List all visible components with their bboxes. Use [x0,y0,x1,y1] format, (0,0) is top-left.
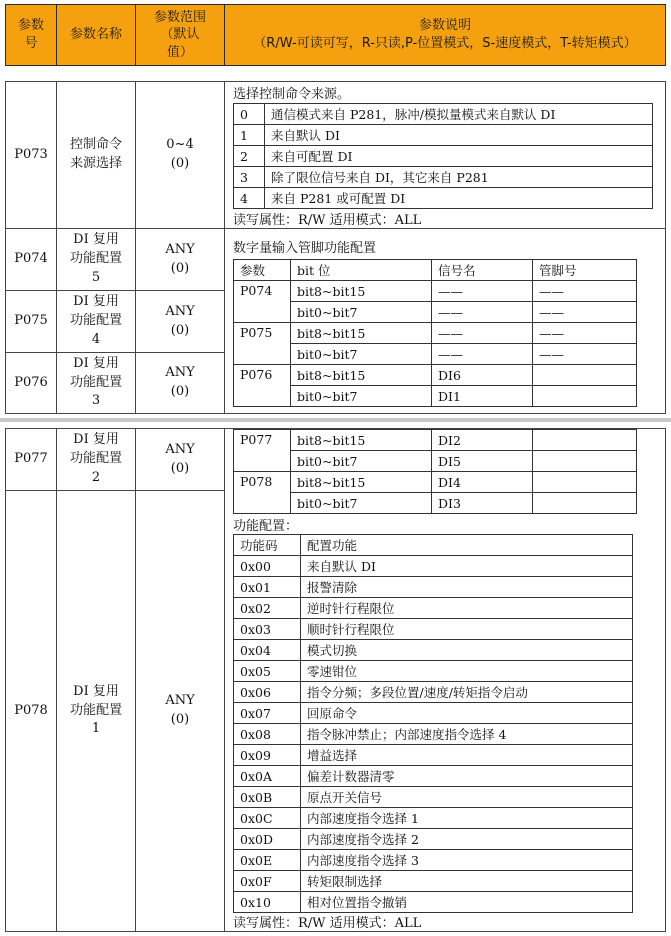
p078-id: P078 [5,490,57,932]
table-row: bit0~bit7 DI3 [234,493,637,514]
header-param-name: 参数名称 [56,4,136,66]
table-row: 0x03 顺时针行程限位 [234,619,633,640]
p074-id: P074 [5,228,57,291]
table-row: 0x0E 内部速度指令选择 3 [234,850,633,871]
table-row: 0x05 零速钳位 [234,661,633,682]
p073-id: P073 [5,81,57,229]
table-row: 3 除了限位信号来自 DI，其它来自 P281 [234,167,653,188]
table-row: 0x0B 原点开关信号 [234,787,633,808]
p076-range: ANY (0) [135,352,225,414]
table-row: 0x08 指令脉冲禁止；内部速度指令选择 4 [234,724,633,745]
pin-config-table-continued [233,429,637,514]
table-row: 0x02 逆时针行程限位 [234,598,633,619]
table-row: 0x0C 内部速度指令选择 1 [234,808,633,829]
func-config-intro: 功能配置： [233,519,299,534]
table-row: 0x10 相对位置指令撤销 [234,892,633,913]
table-row: P076 bit8~bit15 DI6 [234,365,637,386]
p073-footer: 读写属性：R/W 适用模式：ALL [233,213,422,228]
table-row: 1 来自默认 DI [234,125,653,146]
pin-config-description [224,228,666,414]
p073-range: 0~4 (0) [135,81,225,229]
p075-name: DI 复用 功能配置 4 [56,290,136,353]
p073-description [224,81,666,229]
table-row: 0x09 增益选择 [234,745,633,766]
p076-id: P076 [5,352,57,414]
pin-config-intro: 数字量输入管脚功能配置 [233,241,377,256]
table-row: P075 bit8~bit15 —— —— [234,323,637,344]
table-row: P078 bit8~bit15 DI4 [234,472,637,493]
p077-id: P077 [5,428,57,491]
table-row: 0x0F 转矩限制选择 [234,871,633,892]
p077-range: ANY (0) [135,428,225,491]
table-row: bit0~bit7 —— —— [234,302,637,323]
table-row: 0x04 模式切换 [234,640,633,661]
header-param-range: 参数范围 （默认 值） [135,4,225,66]
p074-range: ANY (0) [135,228,225,291]
p075-range: ANY (0) [135,290,225,353]
table-row: 0x0D 内部速度指令选择 2 [234,829,633,850]
p073-intro: 选择控制命令来源。 [233,87,351,102]
p076-name: DI 复用 功能配置 3 [56,352,136,414]
p073-name: 控制命令 来源选择 [56,81,136,229]
header-param-no: 参数 号 [5,4,57,66]
table-row: 0x00 来自默认 DI [234,556,633,577]
table-row: 4 来自 P281 或可配置 DI [234,188,653,209]
p074-name: DI 复用 功能配置 5 [56,228,136,291]
p073-options-table [233,103,653,209]
table-row: 0x07 回原命令 [234,703,633,724]
table-row: 0x0A 偏差计数器清零 [234,766,633,787]
table-row: bit0~bit7 —— —— [234,344,637,365]
p077-name: DI 复用 功能配置 2 [56,428,136,491]
pin-config-table [233,259,637,407]
func-config-description [224,428,666,932]
table-row: bit0~bit7 DI5 [234,451,637,472]
table-row: 0 通信模式来自 P281，脉冲/模拟量模式来自默认 DI [234,104,653,125]
page-break-divider [0,418,671,422]
table-row: P077 bit8~bit15 DI2 [234,430,637,451]
p078-range: ANY (0) [135,490,225,932]
func-code-table [233,534,633,913]
table-row: bit0~bit7 DI1 [234,386,637,407]
table-row: P074 bit8~bit15 —— —— [234,281,637,302]
p075-id: P075 [5,290,57,353]
p078-name: DI 复用 功能配置 1 [56,490,136,932]
func-config-footer: 读写属性：R/W 适用模式：ALL [233,916,422,931]
header-param-desc: 参数说明 （R/W-可读可写，R-只读,P-位置模式，S-速度模式，T-转矩模式） [224,4,666,66]
table-row: 功能码 配置功能 [234,535,633,556]
table-row: 2 来自可配置 DI [234,146,653,167]
table-row: 0x01 报警清除 [234,577,633,598]
table-row: 0x06 指令分频；多段位置/速度/转矩指令启动 [234,682,633,703]
table-row: 参数 bit 位 信号名 管脚号 [234,260,637,281]
